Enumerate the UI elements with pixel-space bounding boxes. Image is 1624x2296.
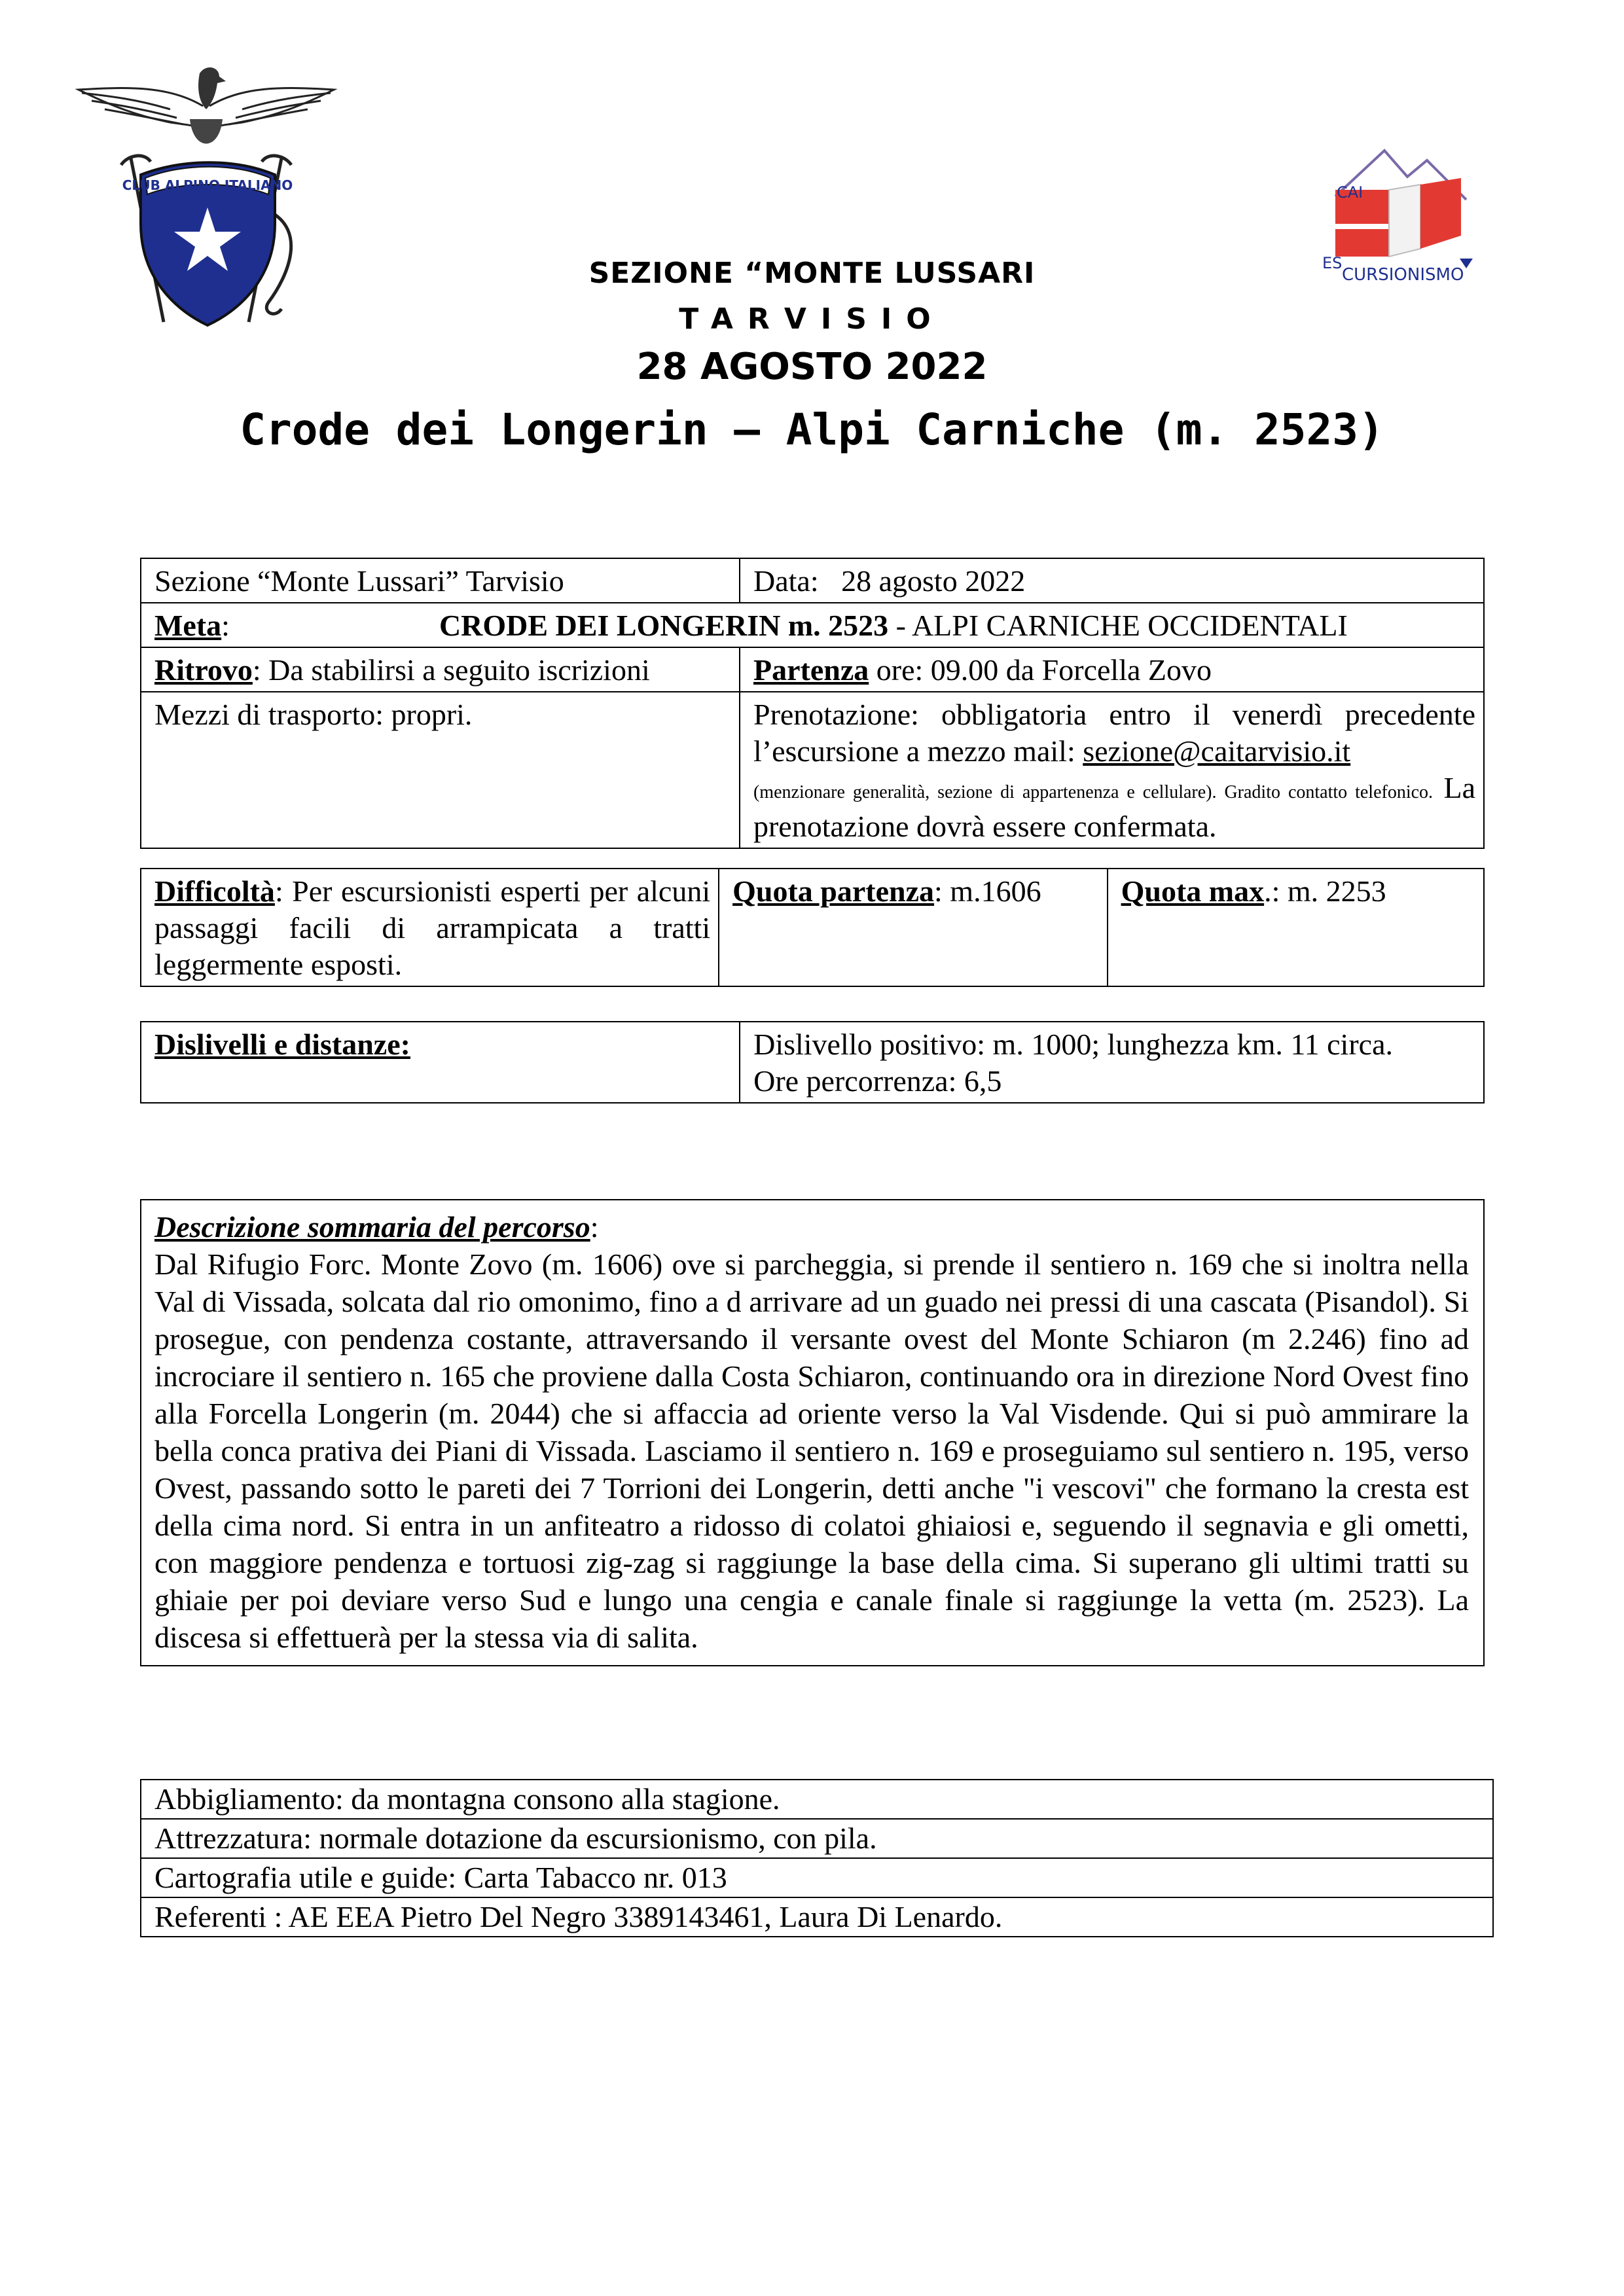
extra-table	[140, 1779, 1494, 1937]
info-table	[140, 558, 1485, 849]
referenti-row: Referenti : AE EEA Pietro Del Negro 3389143461, Laura Di Lenardo.	[141, 1897, 1493, 1937]
quota-partenza-value: : m.1606	[934, 874, 1041, 908]
sezione-cell: Sezione “Monte Lussari” Tarvisio	[141, 558, 740, 603]
partenza-value: ore: 09.00 da Forcella Zovo	[876, 653, 1212, 687]
descrizione-colon: :	[590, 1210, 599, 1244]
ore-line: Ore percorrenza: 6,5	[753, 1064, 1002, 1098]
descrizione-text: Dal Rifugio Forc. Monte Zovo (m. 1606) ove si parcheggia, si prende il sentiero n. 169 che si inoltra nella Val di Vissada, solcata dal rio omonimo, fino a d arrivare ad un guado nei pressi di una cascata (Pisandol). Si prosegue, con pendenza costante, attraversando il versante ovest del Monte Schiaron (m 2.246) fino ad incrociare il sentiero n. 165 che proviene dalla Costa Schiaron, continuando ora in direzione Nord Ovest fino alla Forcella Longerin (m. 2044) che si affaccia ad oriente verso la Val Visdende. Qui si può ammirare la bella conca prativa dei Piani di Vissada. Lasciamo il sentiero n. 169 e proseguiamo sul sentiero n. 195, verso Ovest, passando sotto le pareti dei 7 Torrioni dei Longerin, detti anche "i vescovi" che formano la cresta est della cima nord. Si entra in un anfiteatro a ridosso di colatoi ghiaiosi e, seguendo il segnavia e gli ometti, con maggiore pendenza e tortuosi zig-zag si raggiunge la base della cima. Si superano gli ultimi tratti su ghiaie per poi deviare verso Sud e lungo una cengia e canale finale si raggiunge la vetta (m. 2523). La discesa si effettuerà per la stessa via di salita.	[154, 1247, 1469, 1654]
ritrovo-label: Ritrovo	[154, 653, 253, 687]
descrizione-cell	[141, 1200, 1484, 1666]
descrizione-table	[140, 1199, 1485, 1666]
dislivelli-label: Dislivelli e distanze:	[154, 1028, 410, 1061]
page-title: Crode dei Longerin – Alpi Carniche (m. 2523)	[240, 404, 1384, 455]
descrizione-label: Descrizione sommaria del percorso	[154, 1210, 590, 1244]
dislivello-line: Dislivello positivo: m. 1000; lunghezza km. 11 circa.	[753, 1028, 1393, 1061]
partenza-label: Partenza	[753, 653, 869, 687]
difficolta-table	[140, 868, 1485, 987]
dislivelli-label-cell	[141, 1022, 740, 1103]
meta-value-rest: - ALPI CARNICHE OCCIDENTALI	[895, 609, 1348, 642]
meta-label: Meta	[154, 609, 222, 642]
prenotazione-cell	[740, 692, 1484, 848]
cai-small-text: CAI	[1337, 183, 1363, 202]
partenza-cell	[740, 647, 1484, 692]
difficolta-cell	[141, 869, 719, 986]
ritrovo-cell	[141, 647, 740, 692]
prenotazione-note: (menzionare generalità, sezione di appartenenza e cellulare). Gradito contatto telefonico.	[753, 782, 1434, 802]
mezzi-cell: Mezzi di trasporto: propri.	[141, 692, 740, 848]
difficolta-label: Difficoltà	[154, 874, 275, 908]
meta-cell: Meta: CRODE DEI LONGERIN m. 2523 - ALPI CARNICHE OCCIDENTALI	[141, 603, 1484, 647]
ritrovo-value: : Da stabilirsi a seguito iscrizioni	[252, 653, 650, 687]
header-date: 28 AGOSTO 2022	[636, 346, 988, 388]
quota-max-cell	[1108, 869, 1484, 986]
quota-max-value: .: m. 2253	[1264, 874, 1386, 908]
header-city: TARVISIO	[679, 302, 945, 336]
dislivelli-value-cell	[740, 1022, 1484, 1103]
data-cell	[740, 558, 1484, 603]
quota-max-label: Quota max	[1121, 874, 1265, 908]
dislivelli-table	[140, 1021, 1485, 1103]
quota-partenza-cell	[719, 869, 1107, 986]
cai-badge-text: CLUB ALPINO ITALIANO	[122, 177, 293, 193]
quota-partenza-label: Quota partenza	[732, 874, 935, 908]
cursionismo-text: CURSIONISMO	[1342, 265, 1464, 285]
difficolta-value: : Per escursionisti esperti per alcuni passaggi facili di arrampicata a tratti leggermente esposti.	[154, 874, 711, 981]
cai-logo	[72, 60, 340, 335]
email-link[interactable]: sezione@caitarvisio.it	[1083, 734, 1351, 768]
prenotazione-confirm: La prenotazione dovrà essere confermata.	[753, 771, 1475, 843]
attrezzatura-row: Attrezzatura: normale dotazione da escursionismo, con pila.	[141, 1819, 1493, 1858]
data-label: Data:	[753, 564, 819, 598]
header-section-name: SEZIONE “MONTE LUSSARI	[588, 257, 1036, 290]
es-text: ES	[1322, 254, 1343, 272]
prenotazione-text: Prenotazione: obbligatoria entro il venerdì precedente l’escursione a mezzo mail:	[753, 698, 1475, 768]
data-value: 28 agosto 2022	[841, 564, 1026, 598]
abbigliamento-row: Abbigliamento: da montagna consono alla stagione.	[141, 1780, 1493, 1819]
cartografia-row: Cartografia utile e guide: Carta Tabacco nr. 013	[141, 1858, 1493, 1897]
meta-value: CRODE DEI LONGERIN m. 2523	[439, 609, 889, 642]
